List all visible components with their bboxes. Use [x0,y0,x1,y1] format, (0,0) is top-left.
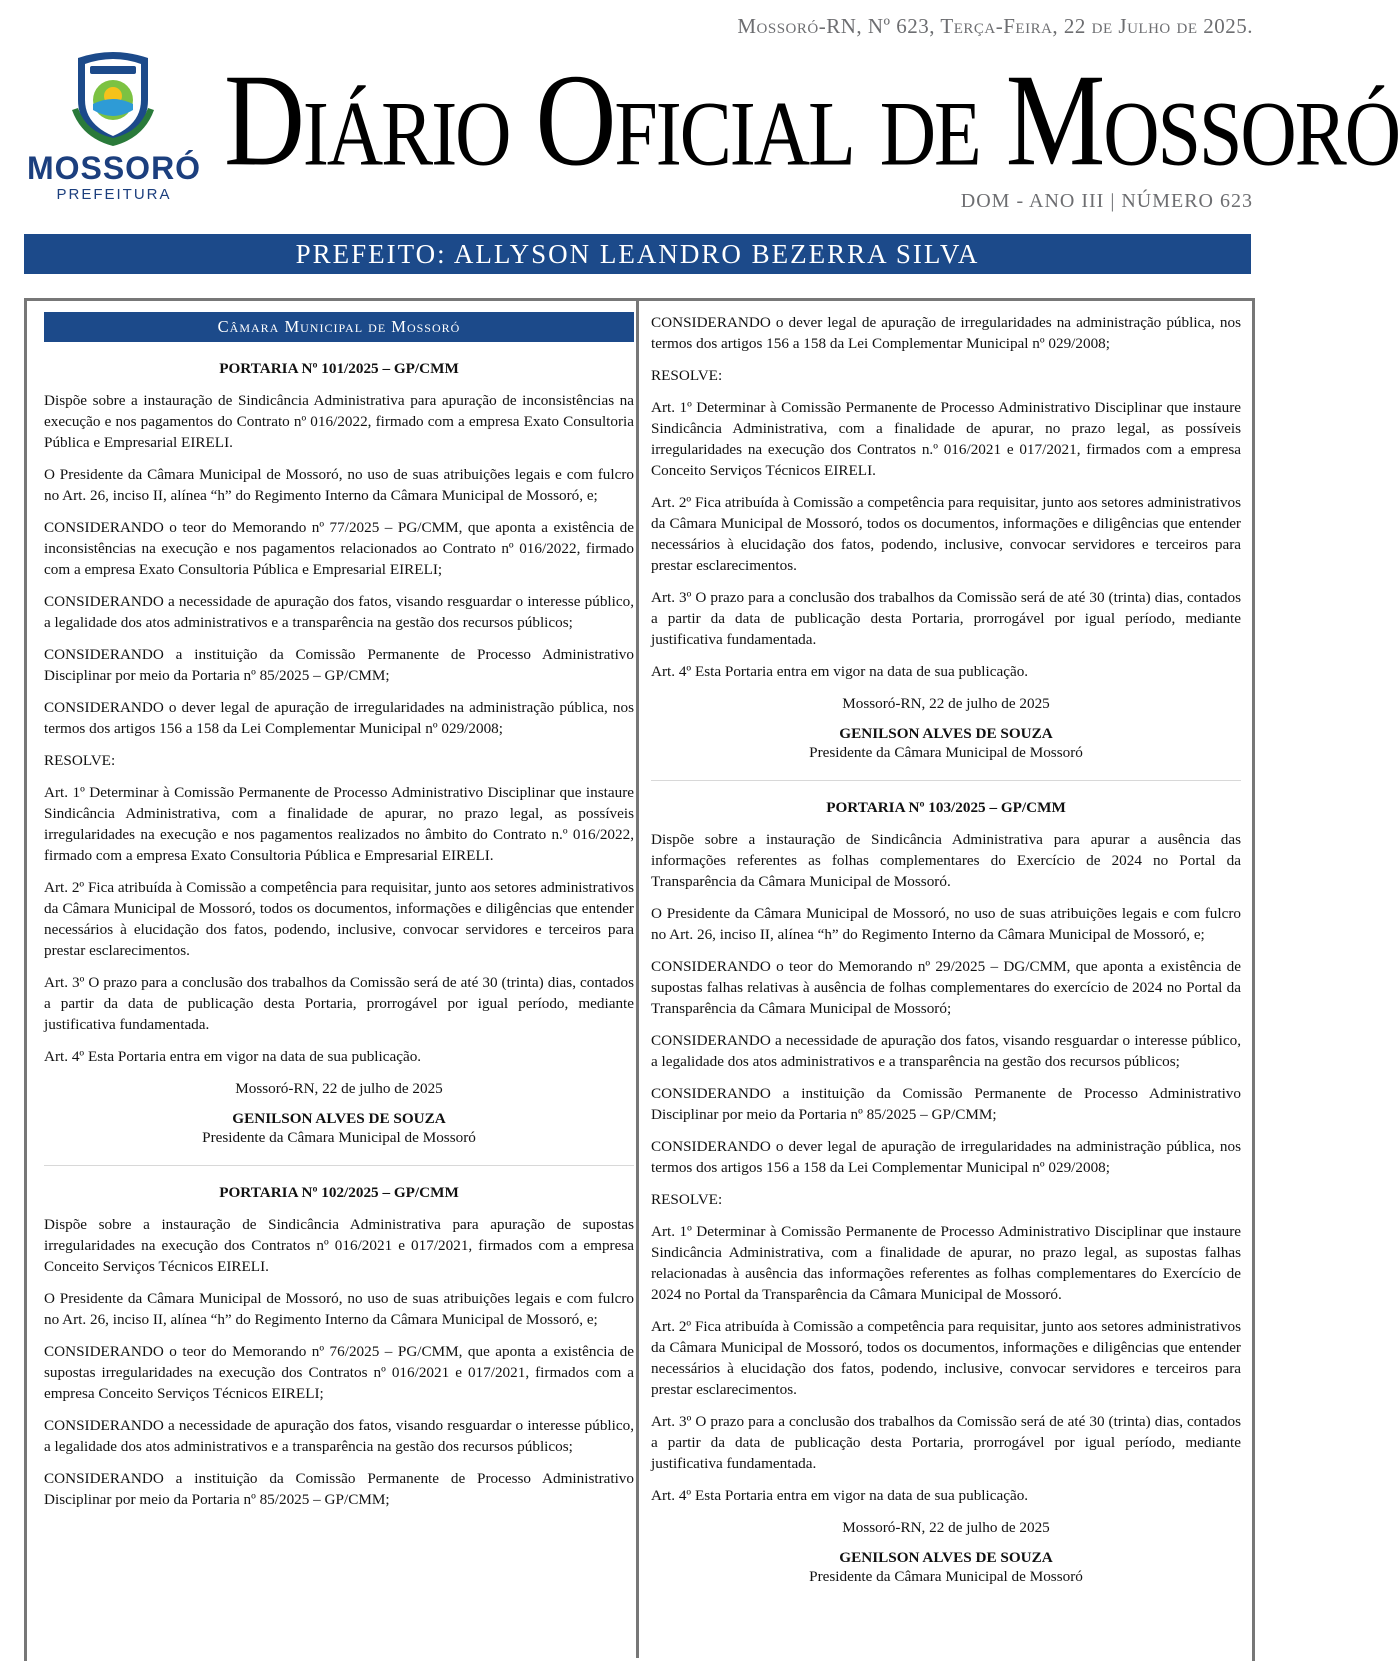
paragraph: CONSIDERANDO a instituição da Comissão Permanente de Processo Administrativo Disciplinar por meio da Portaria nº 85/2025 – GP/CMM; [44,1470,634,1508]
paragraph: CONSIDERANDO a necessidade de apuração dos fatos, visando resguardar o interesse público, a legalidade dos atos administrativos e a transparência na gestão dos recursos públicos; [44,593,634,631]
paragraph: RESOLVE: [651,367,723,384]
signer-name: GENILSON ALVES DE SOUZA [232,1110,446,1127]
mayor-banner: PREFEITO: ALLYSON LEANDRO BEZERRA SILVA [24,234,1251,274]
right-column [651,312,1241,1586]
paragraph: Art. 1º Determinar à Comissão Permanente de Processo Administrativo Disciplinar que instaure Sindicância Administrativa, com a finalidade de apurar, no prazo legal, as possíveis irregularidades na execução e nos pagamentos realizados no âmbito do Contrato n.º 016/2022, firmado com a empresa Exato Consultoria Pública e Empresarial EIRELI. [44,784,634,864]
portaria-101-title: PORTARIA Nº 101/2025 – GP/CMM [219,360,459,377]
column-divider [636,298,639,1658]
paragraph: CONSIDERANDO o teor do Memorando nº 29/2025 – DG/CMM, que aponta a existência de supostas falhas relativas à ausência de folhas complementares do exercício de 2024 no Portal da Transparência da Câmara Municipal de Mossoró; [651,958,1241,1017]
paragraph: Art. 1º Determinar à Comissão Permanente de Processo Administrativo Disciplinar que instaure Sindicância Administrativa, com a finalidade de apurar, no prazo legal, as possíveis irregularidades na execução dos Contratos n.º 016/2021 e 017/2021, firmados com a empresa Conceito Serviços Técnicos EIRELI. [651,399,1241,479]
paragraph: CONSIDERANDO o dever legal de apuração de irregularidades na administração pública, nos termos dos artigos 156 a 158 da Lei Complementar Municipal nº 029/2008; [44,699,634,737]
paragraph: Dispõe sobre a instauração de Sindicância Administrativa para apuração de inconsistências na execução e nos pagamentos do Contrato nº 016/2022, firmado com a empresa Exato Consultoria Pública e Empresarial EIRELI. [44,392,634,451]
separator [44,1165,634,1166]
paragraph: O Presidente da Câmara Municipal de Mossoró, no uso de suas atribuições legais e com fulcro no Art. 26, inciso II, alínea “h” do Regimento Interno da Câmara Municipal de Mossoró, e; [44,1290,634,1328]
paragraph: CONSIDERANDO a instituição da Comissão Permanente de Processo Administrativo Disciplinar por meio da Portaria nº 85/2025 – GP/CMM; [44,646,634,684]
paragraph: CONSIDERANDO a necessidade de apuração dos fatos, visando resguardar o interesse público, a legalidade dos atos administrativos e a transparência na gestão dos recursos públicos; [44,1417,634,1455]
paragraph: CONSIDERANDO o dever legal de apuração de irregularidades na administração pública, nos termos dos artigos 156 a 158 da Lei Complementar Municipal nº 029/2008; [651,314,1241,352]
paragraph: O Presidente da Câmara Municipal de Mossoró, no uso de suas atribuições legais e com fulcro no Art. 26, inciso II, alínea “h” do Regimento Interno da Câmara Municipal de Mossoró, e; [44,466,634,504]
paragraph: CONSIDERANDO a instituição da Comissão Permanente de Processo Administrativo Disciplinar por meio da Portaria nº 85/2025 – GP/CMM; [651,1085,1241,1123]
paragraph: Art. 4º Esta Portaria entra em vigor na data de sua publicação. [44,1048,422,1065]
paragraph: CONSIDERANDO a necessidade de apuração dos fatos, visando resguardar o interesse público, a legalidade dos atos administrativos e a transparência na gestão dos recursos públicos; [651,1032,1241,1070]
separator [651,780,1241,781]
signature-date: Mossoró-RN, 22 de julho de 2025 [235,1080,443,1097]
paragraph: CONSIDERANDO o teor do Memorando nº 77/2025 – PG/CMM, que aponta a existência de inconsistências na execução e nos pagamentos relacionados ao Contrato nº 016/2022, firmado com a empresa Exato Consultoria Pública e Empresarial EIRELI; [44,519,634,578]
logo-subtitle: PREFEITURA [56,186,172,203]
paragraph: Art. 2º Fica atribuída à Comissão a competência para requisitar, junto aos setores administrativos da Câmara Municipal de Mossoró, todos os documentos, informações e diligências que entender necessários à elucidação dos fatos, podendo, inclusive, convocar servidores e terceiros para prestar esclarecimentos. [651,1318,1241,1398]
paragraph: CONSIDERANDO o teor do Memorando nº 76/2025 – PG/CMM, que aponta a existência de supostas irregularidades na execução dos Contratos nº 016/2021 e 017/2021, firmados com a empresa Conceito Serviços Técnicos EIRELI; [44,1343,634,1402]
paragraph: Art. 3º O prazo para a conclusão dos trabalhos da Comissão será de até 30 (trinta) dias, contados a partir da data de publicação desta Portaria, prorrogável por igual período, mediante justificativa fundamentada. [44,974,634,1033]
signer-name: GENILSON ALVES DE SOUZA [839,725,1053,742]
signer-role: Presidente da Câmara Municipal de Mossoró [809,744,1083,761]
paragraph: RESOLVE: [651,1191,723,1208]
paragraph: Art. 3º O prazo para a conclusão dos trabalhos da Comissão será de até 30 (trinta) dias, contados a partir da data de publicação desta Portaria, prorrogável por igual período, mediante justificativa fundamentada. [651,589,1241,648]
portaria-103-title: PORTARIA Nº 103/2025 – GP/CMM [826,799,1066,816]
coat-of-arms-icon [72,48,154,146]
section-header: Câmara Municipal de Mossoró [44,312,634,342]
signer-name: GENILSON ALVES DE SOUZA [839,1549,1053,1566]
signature-date: Mossoró-RN, 22 de julho de 2025 [842,695,1050,712]
prefeitura-logo [24,48,204,203]
paragraph: Dispõe sobre a instauração de Sindicância Administrativa para apuração de supostas irregularidades na execução dos Contratos nº 016/2021 e 017/2021, firmados com a empresa Conceito Serviços Técnicos EIRELI. [44,1216,634,1275]
paragraph: Dispõe sobre a instauração de Sindicância Administrativa para apurar a ausência das informações referentes as folhas complementares do Exercício de 2024 no Portal da Transparência da Câmara Municipal de Mossoró. [651,831,1241,890]
paragraph: CONSIDERANDO o dever legal de apuração de irregularidades na administração pública, nos termos dos artigos 156 a 158 da Lei Complementar Municipal nº 029/2008; [651,1138,1241,1176]
paragraph: Art. 2º Fica atribuída à Comissão a competência para requisitar, junto aos setores administrativos da Câmara Municipal de Mossoró, todos os documentos, informações e diligências que entender necessários à elucidação dos fatos, podendo, inclusive, convocar servidores e terceiros para prestar esclarecimentos. [651,494,1241,574]
issue-line: Mossoró-RN, Nº 623, Terça-Feira, 22 de Julho de 2025. [737,14,1253,38]
paragraph: Art. 1º Determinar à Comissão Permanente de Processo Administrativo Disciplinar que instaure Sindicância Administrativa, com a finalidade de apurar, no prazo legal, as supostas falhas relacionadas à ausência das informações referentes as folhas complementares do Exercício de 2024 no Portal da Transparência da Câmara Municipal de Mossoró. [651,1223,1241,1303]
signature-date: Mossoró-RN, 22 de julho de 2025 [842,1519,1050,1536]
signer-role: Presidente da Câmara Municipal de Mossoró [809,1568,1083,1585]
paragraph: Art. 2º Fica atribuída à Comissão a competência para requisitar, junto aos setores administrativos da Câmara Municipal de Mossoró, todos os documentos, informações e diligências que entender necessários à elucidação dos fatos, podendo, inclusive, convocar servidores e terceiros para prestar esclarecimentos. [44,879,634,959]
paragraph: RESOLVE: [44,752,116,769]
signer-role: Presidente da Câmara Municipal de Mossoró [202,1129,476,1146]
masthead-title: Diário Oficial de Mossoró [224,47,1399,194]
dom-issue-number: DOM - ANO III | NÚMERO 623 [960,190,1253,212]
paragraph: Art. 4º Esta Portaria entra em vigor na data de sua publicação. [651,1487,1029,1504]
paragraph: O Presidente da Câmara Municipal de Mossoró, no uso de suas atribuições legais e com fulcro no Art. 26, inciso II, alínea “h” do Regimento Interno da Câmara Municipal de Mossoró, e; [651,905,1241,943]
portaria-102-title: PORTARIA Nº 102/2025 – GP/CMM [219,1184,459,1201]
left-column [44,312,634,1521]
paragraph: Art. 3º O prazo para a conclusão dos trabalhos da Comissão será de até 30 (trinta) dias, contados a partir da data de publicação desta Portaria, prorrogável por igual período, mediante justificativa fundamentada. [651,1413,1241,1472]
paragraph: Art. 4º Esta Portaria entra em vigor na data de sua publicação. [651,663,1029,680]
logo-name: MOSSORÓ [26,150,202,186]
